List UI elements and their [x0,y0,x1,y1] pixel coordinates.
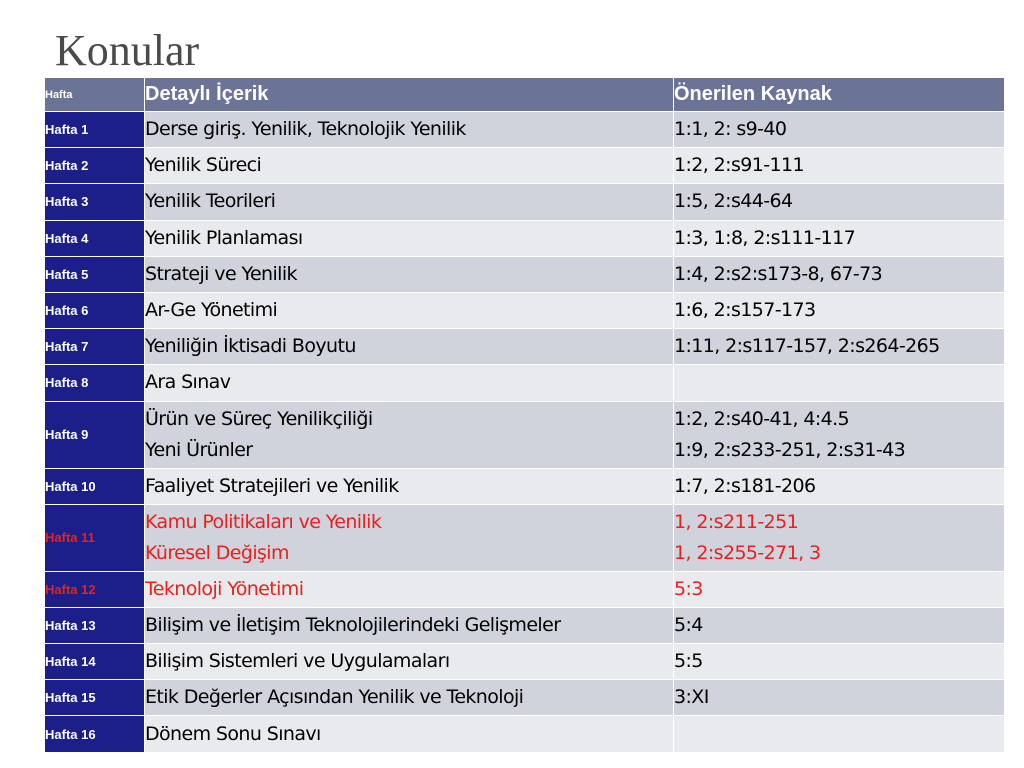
source-line: 5:5 [674,650,703,673]
content-cell [145,148,674,184]
source-line: 1:3, 1:8, 2:s111-117 [674,226,856,249]
source-cell [674,401,1005,468]
source-line: 1:2, 2:s91-111 [674,154,804,177]
source-line: 1, 2:s255-271, 3 [674,541,821,564]
source-cell [674,329,1005,365]
content-cell [145,292,674,328]
content-cell [145,256,674,292]
source-line: 5:3 [674,577,703,600]
source-line: 1:4, 2:s2:s173-8, 67-73 [674,262,883,285]
content-line: Ar-Ge Yönetimi [145,299,278,322]
week-label: Hafta 5 [45,256,145,292]
week-label: Hafta 16 [45,716,145,752]
content-line: Ürün ve Süreç Yenilikçiliği [145,407,373,430]
content-line: Yenilik Planlaması [145,226,303,249]
week-label: Hafta 6 [45,292,145,328]
week-label: Hafta 2 [45,148,145,184]
content-cell [145,680,674,716]
source-line: 1:7, 2:s181-206 [674,474,816,497]
week-label: Hafta 7 [45,329,145,365]
content-line: Faaliyet Stratejileri ve Yenilik [145,474,399,497]
week-label: Hafta 9 [45,401,145,468]
source-line: 1:5, 2:s44-64 [674,190,793,213]
content-line: Yenilik Teorileri [145,190,276,213]
content-line: Derse giriş. Yenilik, Teknolojik Yenilik [145,118,466,141]
source-cell [674,220,1005,256]
week-label: Hafta 4 [45,220,145,256]
header-content: Detaylı İçerik [145,78,674,112]
table-row [45,468,1005,504]
source-cell [674,607,1005,643]
content-line: Teknoloji Yönetimi [145,577,304,600]
content-cell [145,504,674,571]
content-cell [145,716,674,752]
source-cell [674,571,1005,607]
source-line: 1:1, 2: s9-40 [674,118,787,141]
content-line: Strateji ve Yenilik [145,262,297,285]
table-row [45,401,1005,468]
source-cell [674,644,1005,680]
week-label: Hafta 3 [45,184,145,220]
source-line: 5:4 [674,613,703,636]
content-line: Ara Sınav [145,371,231,394]
table-row [45,220,1005,256]
table-row [45,644,1005,680]
content-cell [145,571,674,607]
content-cell [145,644,674,680]
source-line: 1:9, 2:s233-251, 2:s31-43 [674,438,906,461]
content-cell [145,468,674,504]
source-cell [674,292,1005,328]
content-cell [145,607,674,643]
slide-title: Konular [55,26,200,75]
table-header-row [45,78,1005,112]
table-row [45,365,1005,401]
content-line: Etik Değerler Açısından Yenilik ve Teknoloji [145,686,524,709]
table-row [45,256,1005,292]
content-cell [145,220,674,256]
source-cell [674,680,1005,716]
week-label: Hafta 13 [45,607,145,643]
week-label: Hafta 11 [45,504,145,571]
table-row [45,504,1005,571]
table-row [45,329,1005,365]
source-cell [674,365,1005,401]
source-cell [674,504,1005,571]
source-line: 3:XI [674,686,709,709]
content-line: Yenilik Süreci [145,154,262,177]
content-line: Küresel Değişim [145,541,289,564]
week-label: Hafta 8 [45,365,145,401]
week-label: Hafta 15 [45,680,145,716]
week-label: Hafta 1 [45,112,145,148]
week-label: Hafta 12 [45,571,145,607]
week-label: Hafta 10 [45,468,145,504]
topics-table [44,77,1005,753]
source-cell [674,184,1005,220]
table-row [45,607,1005,643]
table-row [45,112,1005,148]
content-line: Bilişim ve İletişim Teknolojilerindeki Gelişmeler [145,613,561,636]
table-row [45,680,1005,716]
header-week: Hafta [45,78,145,112]
table-row [45,571,1005,607]
source-cell [674,148,1005,184]
content-line: Dönem Sonu Sınavı [145,722,321,745]
source-line: 1:6, 2:s157-173 [674,299,816,322]
content-cell [145,329,674,365]
content-line: Yeniliğin İktisadi Boyutu [145,335,356,358]
table-row [45,184,1005,220]
week-label: Hafta 14 [45,644,145,680]
source-cell [674,716,1005,752]
content-line: Bilişim Sistemleri ve Uygulamaları [145,650,450,673]
table-row [45,716,1005,752]
content-cell [145,112,674,148]
content-line: Yeni Ürünler [145,438,253,461]
source-cell [674,112,1005,148]
content-cell [145,401,674,468]
source-line: 1:11, 2:s117-157, 2:s264-265 [674,335,940,358]
table-row [45,292,1005,328]
content-cell [145,184,674,220]
content-line: Kamu Politikaları ve Yenilik [145,510,382,533]
header-source: Önerilen Kaynak [674,78,1005,112]
source-cell [674,468,1005,504]
source-cell [674,256,1005,292]
source-line: 1:2, 2:s40-41, 4:4.5 [674,407,850,430]
table-row [45,148,1005,184]
content-cell [145,365,674,401]
source-line: 1, 2:s211-251 [674,510,799,533]
